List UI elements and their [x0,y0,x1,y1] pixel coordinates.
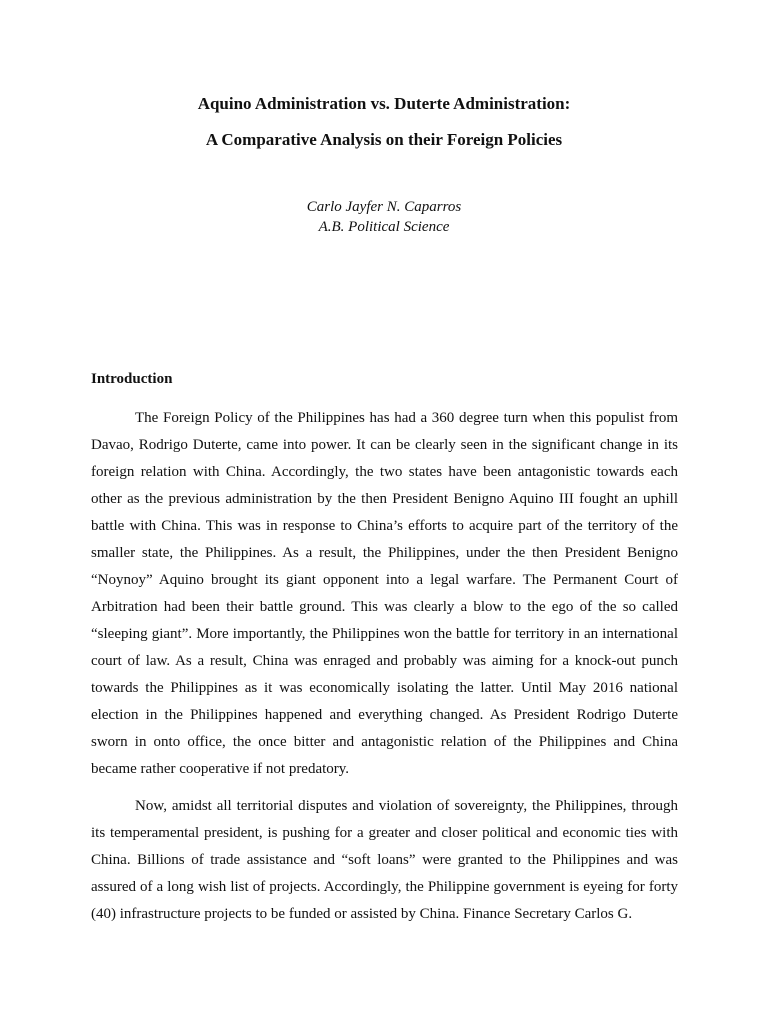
section-heading-introduction: Introduction [91,371,173,387]
document-title-line-2: A Comparative Analysis on their Foreign Policies [205,130,563,149]
body-paragraph: The Foreign Policy of the Philippines has had a 360 degree turn when this populist from Davao, Rodrigo Duterte, came into power. It can be clearly seen in the significant change in its foreign relation with China. Accordingly, the two states have been antagonistic towards each other as the previous administration by the then President Benigno Aquino III fought an uphill battle with China. This was in response to China’s efforts to acquire part of the territory of the smaller state, the Philippines. As a result, the Philippines, under the then President Benigno “Noynoy” Aquino brought its giant opponent into a legal warfare. The Permanent Court of Arbitration had been their battle ground. This was clearly a blow to the ego of the so called “sleeping giant”. More importantly, the Philippines won the battle for territory in an international court of law. As a result, China was enraged and probably was aiming for a knock-out punch towards the Philippines as it was economically isolating the latter. Until May 2016 national election in the Philippines happened and everything changed. As President Rodrigo Duterte sworn in onto office, the once bitter and antagonistic relation of the Philippines and China became rather cooperative if not predatory. [91,410,678,777]
author-name: Carlo Jayfer N. Caparros [306,199,462,215]
author-program: A.B. Political Science [318,219,450,235]
document-title-line-1: Aquino Administration vs. Duterte Administration: [197,94,571,113]
body-paragraph: Now, amidst all territorial disputes and violation of sovereignty, the Philippines, through its temperamental president, is pushing for a greater and closer political and economic ties with China. Billions of trade assistance and “soft loans” were granted to the Philippines and was assured of a long wish list of projects. Accordingly, the Philippine government is eyeing for forty (40) infrastructure projects to be funded or assisted by China. Finance Secretary Carlos G. [91,798,678,922]
